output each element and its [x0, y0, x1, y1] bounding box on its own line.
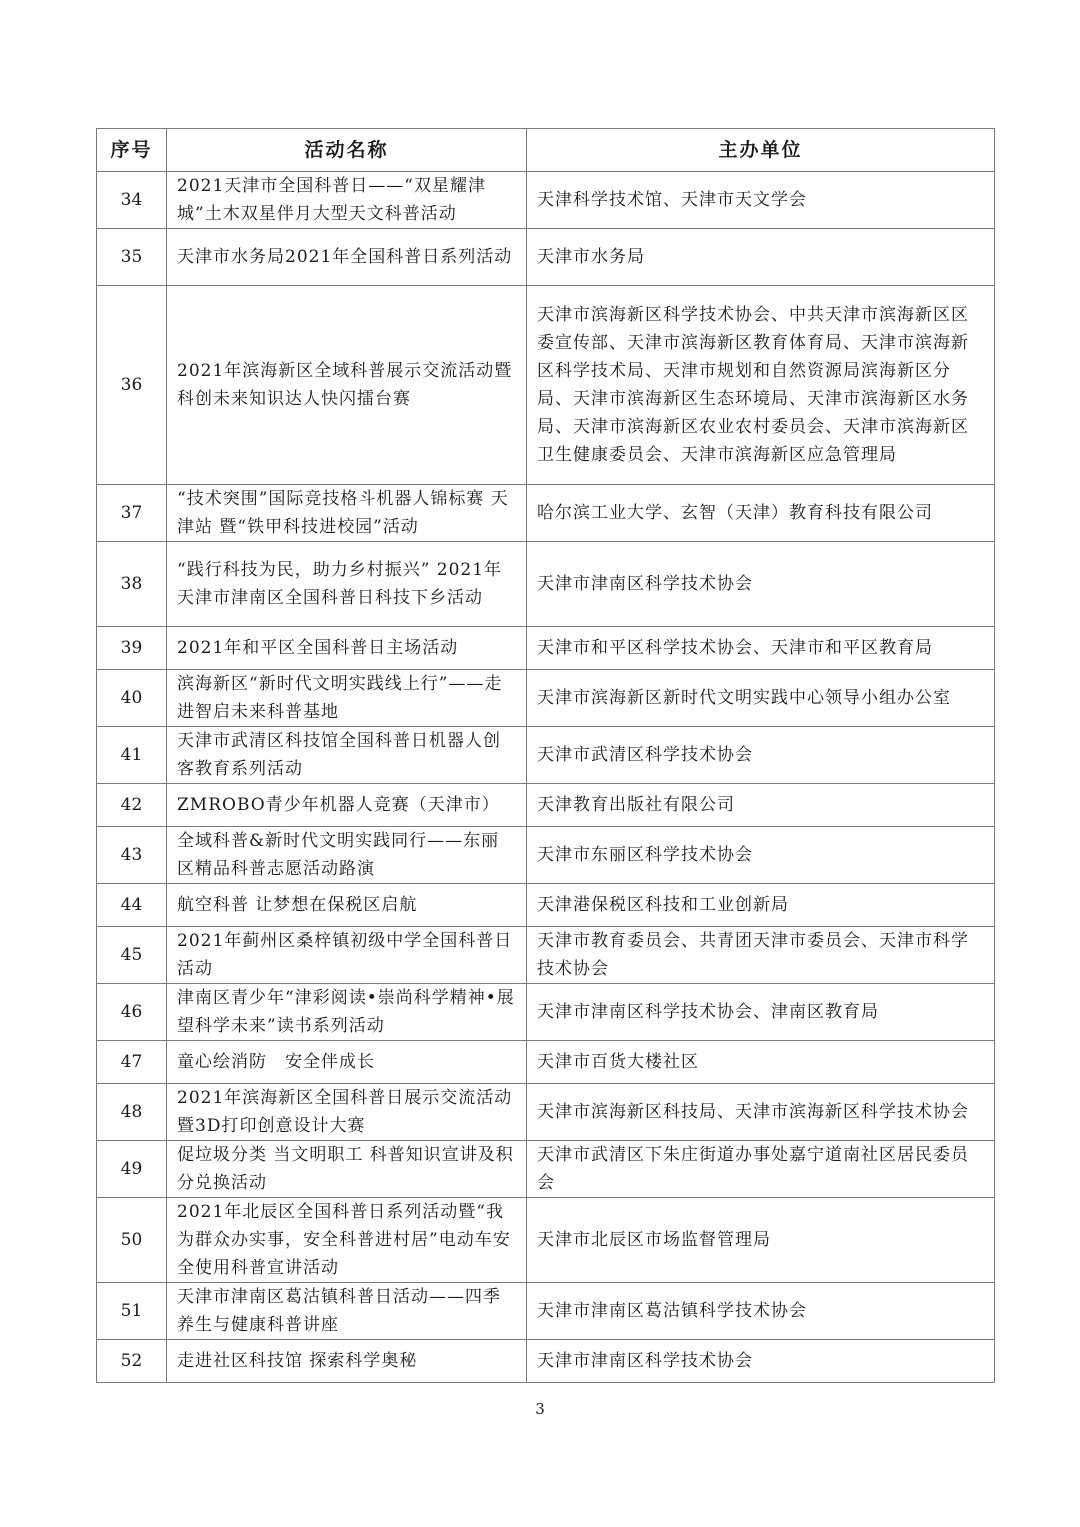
table-row: [97, 542, 995, 627]
activity-name: 2021年北辰区全国科普日系列活动暨“我为群众办实事，安全科普进村居”电动车安全使用科普宣讲活动: [167, 1198, 527, 1283]
activity-name: 童心绘消防 安全伴成长: [167, 1041, 527, 1084]
organizer: 哈尔滨工业大学、玄智（天津）教育科技有限公司: [527, 485, 995, 542]
row-number: 37: [97, 485, 167, 542]
activity-name: “践行科技为民，助力乡村振兴” 2021年天津市津南区全国科普日科技下乡活动: [167, 542, 527, 627]
table-row: [97, 1198, 995, 1283]
activities-table: [96, 128, 995, 1383]
activity-name: 2021年滨海新区全域科普展示交流活动暨科创未来知识达人快闪擂台赛: [167, 286, 527, 485]
activity-name: 2021年滨海新区全国科普日展示交流活动暨3D打印创意设计大赛: [167, 1084, 527, 1141]
organizer: 天津教育出版社有限公司: [527, 784, 995, 827]
row-number: 34: [97, 172, 167, 229]
table-row: [97, 1141, 995, 1198]
table-row: [97, 627, 995, 670]
activity-name: 天津市水务局2021年全国科普日系列活动: [167, 229, 527, 286]
row-number: 51: [97, 1283, 167, 1340]
table-row: [97, 927, 995, 984]
row-number: 40: [97, 670, 167, 727]
activity-name: 滨海新区“新时代文明实践线上行”——走进智启未来科普基地: [167, 670, 527, 727]
table-row: [97, 286, 995, 485]
table-row: [97, 784, 995, 827]
activity-name: 天津市武清区科技馆全国科普日机器人创客教育系列活动: [167, 727, 527, 784]
organizer: 天津市津南区科学技术协会、津南区教育局: [527, 984, 995, 1041]
row-number: 38: [97, 542, 167, 627]
activity-name: 2021年和平区全国科普日主场活动: [167, 627, 527, 670]
organizer: 天津市滨海新区新时代文明实践中心领导小组办公室: [527, 670, 995, 727]
activity-name: 津南区青少年“津彩阅读•崇尚科学精神•展望科学未来”读书系列活动: [167, 984, 527, 1041]
organizer: 天津市水务局: [527, 229, 995, 286]
table-header-row: [97, 129, 995, 172]
row-number: 49: [97, 1141, 167, 1198]
organizer: 天津市武清区下朱庄街道办事处嘉宁道南社区居民委员会: [527, 1141, 995, 1198]
table-row: [97, 727, 995, 784]
row-number: 46: [97, 984, 167, 1041]
activity-name: 走进社区科技馆 探索科学奥秘: [167, 1340, 527, 1383]
row-number: 45: [97, 927, 167, 984]
table-row: [97, 1340, 995, 1383]
row-number: 42: [97, 784, 167, 827]
table-row: [97, 670, 995, 727]
activity-name: 促垃圾分类 当文明职工 科普知识宣讲及积分兑换活动: [167, 1141, 527, 1198]
table-row: [97, 1084, 995, 1141]
organizer: 天津市津南区科学技术协会: [527, 1340, 995, 1383]
table-row: [97, 884, 995, 927]
page-number: 3: [535, 1400, 545, 1418]
organizer: 天津市东丽区科学技术协会: [527, 827, 995, 884]
header-name: 活动名称: [167, 129, 527, 172]
row-number: 47: [97, 1041, 167, 1084]
row-number: 39: [97, 627, 167, 670]
table-body: [97, 172, 995, 1383]
table-row: [97, 1283, 995, 1340]
organizer: 天津市教育委员会、共青团天津市委员会、天津市科学技术协会: [527, 927, 995, 984]
header-org: 主办单位: [527, 129, 995, 172]
activity-name: 2021天津市全国科普日——“双星耀津城”土木双星伴月大型天文科普活动: [167, 172, 527, 229]
table-row: [97, 485, 995, 542]
row-number: 36: [97, 286, 167, 485]
row-number: 43: [97, 827, 167, 884]
organizer: 天津市百货大楼社区: [527, 1041, 995, 1084]
header-num: 序号: [97, 129, 167, 172]
activity-name: ZMROBO青少年机器人竞赛（天津市）: [167, 784, 527, 827]
activity-name: 2021年蓟州区桑梓镇初级中学全国科普日活动: [167, 927, 527, 984]
organizer: 天津港保税区科技和工业创新局: [527, 884, 995, 927]
organizer: 天津市滨海新区科技局、天津市滨海新区科学技术协会: [527, 1084, 995, 1141]
organizer: 天津市滨海新区科学技术协会、中共天津市滨海新区区委宣传部、天津市滨海新区教育体育局、天津市滨海新区科学技术局、天津市规划和自然资源局滨海新区分局、天津市滨海新区生态环境局、天津市滨海新区水务局、天津市滨海新区农业农村委员会、天津市滨海新区卫生健康委员会、天津市滨海新区应急管理局: [527, 286, 995, 485]
row-number: 41: [97, 727, 167, 784]
organizer: 天津市津南区科学技术协会: [527, 542, 995, 627]
row-number: 50: [97, 1198, 167, 1283]
organizer: 天津市和平区科学技术协会、天津市和平区教育局: [527, 627, 995, 670]
table-row: [97, 172, 995, 229]
activity-name: 航空科普 让梦想在保税区启航: [167, 884, 527, 927]
activity-name: 天津市津南区葛沽镇科普日活动——四季养生与健康科普讲座: [167, 1283, 527, 1340]
table-row: [97, 1041, 995, 1084]
organizer: 天津科学技术馆、天津市天文学会: [527, 172, 995, 229]
row-number: 44: [97, 884, 167, 927]
row-number: 52: [97, 1340, 167, 1383]
row-number: 48: [97, 1084, 167, 1141]
table-row: [97, 827, 995, 884]
table-row: [97, 229, 995, 286]
organizer: 天津市北辰区市场监督管理局: [527, 1198, 995, 1283]
activity-name: “技术突围”国际竞技格斗机器人锦标赛 天津站 暨“铁甲科技进校园”活动: [167, 485, 527, 542]
row-number: 35: [97, 229, 167, 286]
activity-name: 全域科普&新时代文明实践同行——东丽区精品科普志愿活动路演: [167, 827, 527, 884]
organizer: 天津市津南区葛沽镇科学技术协会: [527, 1283, 995, 1340]
table-row: [97, 984, 995, 1041]
organizer: 天津市武清区科学技术协会: [527, 727, 995, 784]
